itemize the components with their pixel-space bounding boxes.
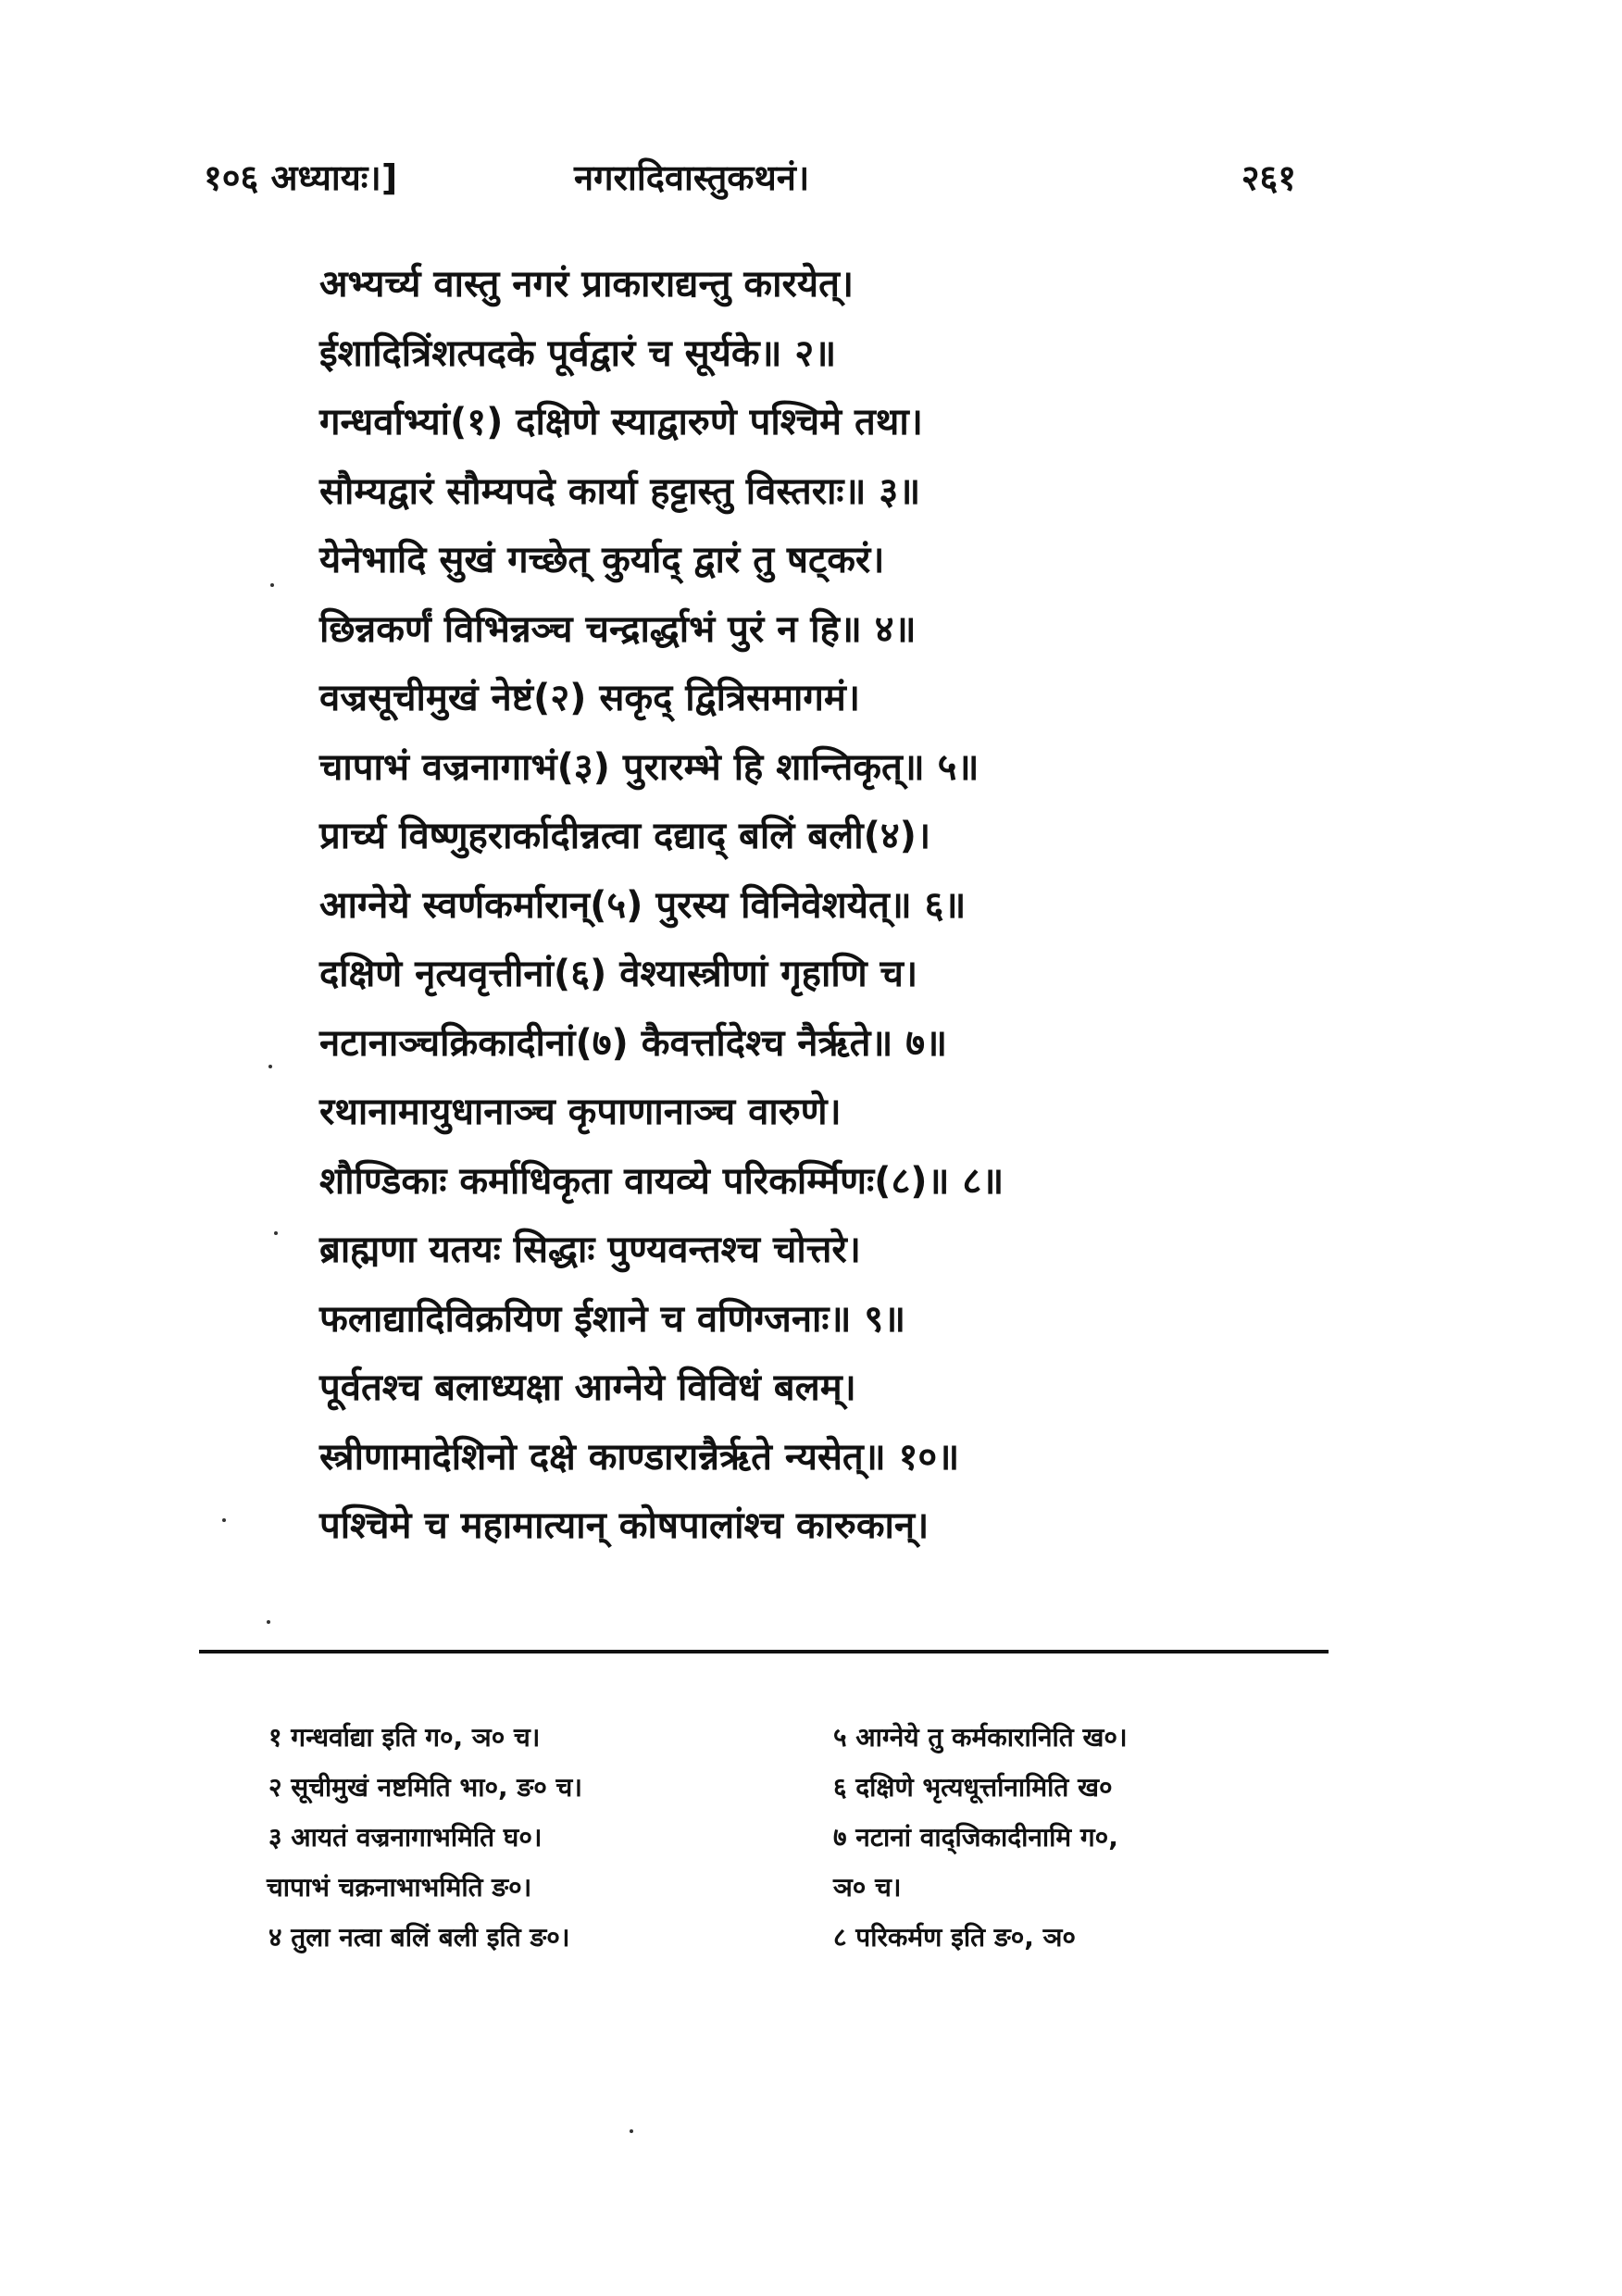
footnote: ८ परिकर्मण इति ङ०, ञ० [833, 1922, 1076, 1953]
verse-line: दक्षिणे नृत्यवृत्तीनां(६) वेश्यास्त्रीणां गृहाणि च। [319, 953, 918, 995]
footnote-divider [199, 1650, 1329, 1653]
verse-line: ईशादित्रिंशत्पदके पूर्वद्वारं च सूर्यके॥ २॥ [319, 331, 837, 375]
verse-line: येनेभादि सुखं गच्छेत् कुर्याद् द्वारं तु षट्करं। [319, 539, 885, 581]
scan-speck [630, 2129, 633, 2133]
footnote: १ गन्धर्वाद्या इति ग०, ञ० च। [268, 1722, 541, 1753]
footnote: ञ० च। [833, 1872, 902, 1903]
verse-line: पश्चिमे च महामात्यान् कोषपालांश्च कारुकान्। [319, 1504, 930, 1547]
scan-speck [267, 1620, 270, 1624]
scan-speck [274, 1231, 278, 1235]
verse-line: शौण्डिकाः कर्माधिकृता वायव्ये परिकर्म्मिणः(८)॥ ८॥ [319, 1159, 1004, 1203]
footnotes-right-column [833, 1713, 1128, 1963]
footnote: ५ आग्नेये तु कर्मकारानिति ख०। [833, 1722, 1128, 1753]
verse-block [319, 250, 1356, 1561]
header-title: नगरादिवास्तुकथनं। [574, 157, 810, 198]
footnotes-left-column [268, 1713, 582, 1963]
verse-line: प्रार्च्य विष्णुहरार्कादीन्नत्वा दद्याद् बलिं बली(४)। [319, 815, 931, 857]
header-chapter: १०६ अध्यायः।] [204, 157, 398, 198]
header-page-number: २६१ [1241, 157, 1296, 198]
verse-line: रथानामायुधानाञ्च कृपाणानाञ्च वारुणे। [319, 1091, 842, 1133]
footnote: चापाभं चक्रनाभाभमिति ङ०। [267, 1872, 532, 1903]
footnote: ६ दक्षिणे भृत्यधूर्त्तानामिति ख० [833, 1772, 1113, 1803]
verse-line: चापाभं वज्रनागाभं(३) पुरारम्भे हि शान्तिकृत्॥ ५॥ [319, 745, 979, 789]
verse-line: गन्धर्वाभ्यां(१) दक्षिणे स्याद्वारुणे पश्चिमे तथा। [319, 401, 923, 443]
footnote: ४ तुला नत्वा बलिं बली इति ङ०। [268, 1922, 570, 1953]
footnote: २ सूचीमुखं नष्टमिति भा०, ङ० च। [268, 1772, 582, 1803]
verse-line: फलाद्यादिविक्रयिण ईशाने च वणिग्जनाः॥ ९॥ [319, 1297, 906, 1341]
scan-speck [222, 1518, 226, 1522]
verse-line: नटानाञ्चक्रिकादीनां(७) कैवर्त्तादेश्च नैर्ऋते॥ ७॥ [319, 1021, 948, 1065]
verse-line: स्त्रीणामादेशिनो दक्षे काण्डारान्नैर्ऋते न्यसेत्॥ १०॥ [319, 1435, 960, 1479]
footnote: ७ नटानां वाद्जिकादीनामि ग०, [833, 1822, 1118, 1853]
verse-line: वज्रसूचीमुखं नेष्टं(२) सकृद् द्वित्रिसमागमं। [319, 677, 860, 719]
verse-line: पूर्वतश्च बलाध्यक्षा आग्नेये विविधं बलम्। [319, 1366, 856, 1409]
verse-line: अभ्यर्च्य वास्तु नगरं प्राकाराद्यन्तु कारयेत्। [319, 263, 855, 306]
verse-line: आग्नेये स्वर्णकर्मारान्(५) पुरस्य विनिवेशयेत्॥ ६॥ [319, 883, 967, 927]
verse-line: छिन्नकर्णं विभिन्नञ्च चन्द्रार्द्धाभं पुरं न हि॥ ४॥ [319, 607, 917, 651]
footnote: ३ आयतं वज्रनागाभमिति घ०। [268, 1822, 543, 1853]
verse-line: ब्राह्मणा यतयः सिद्धाः पुण्यवन्तश्च चोत्तरे। [319, 1229, 861, 1271]
scan-speck [268, 1065, 272, 1068]
scan-speck [270, 583, 274, 587]
verse-line: सौम्यद्वारं सौम्यपदे कार्या हट्टास्तु विस्तराः॥ ३॥ [319, 469, 921, 513]
running-header [204, 153, 1296, 208]
